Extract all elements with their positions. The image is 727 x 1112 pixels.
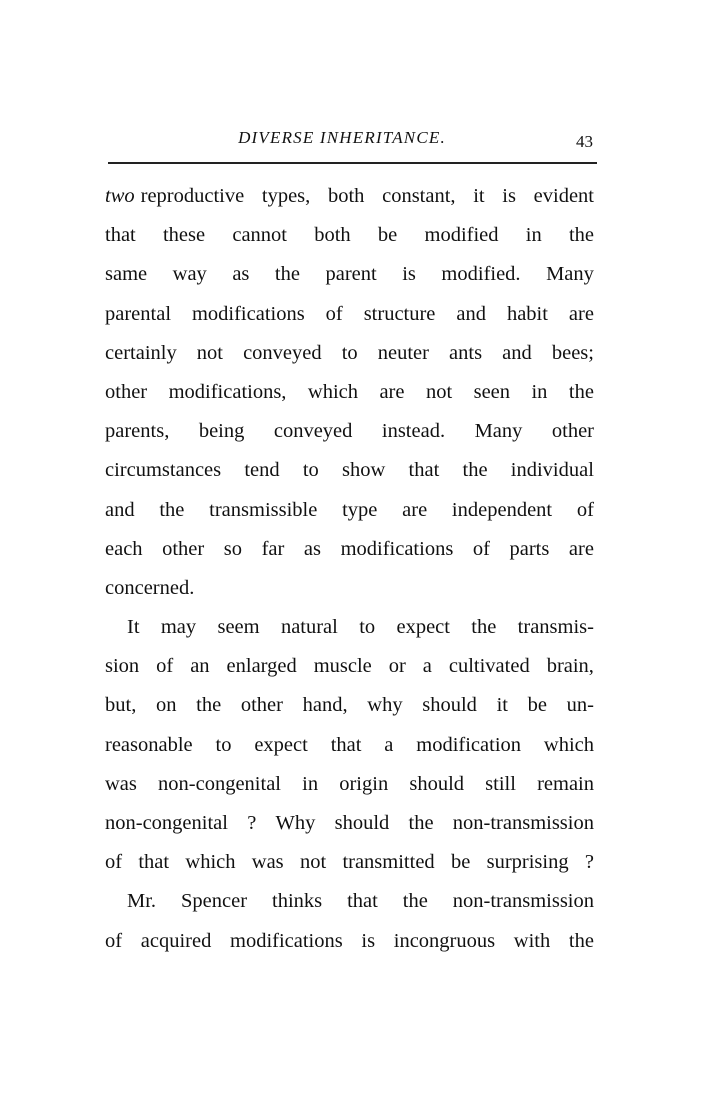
word: enlarged: [226, 655, 297, 678]
word: modification: [416, 733, 522, 756]
word: other: [105, 380, 148, 403]
text-line: [105, 575, 594, 614]
line-text: [105, 575, 594, 614]
word: types,: [261, 185, 311, 207]
word: the: [568, 380, 594, 403]
word: ?: [584, 851, 594, 874]
word: hand,: [302, 694, 348, 717]
word: un-: [566, 694, 594, 717]
word: the: [471, 616, 497, 639]
word: parents,: [105, 420, 170, 443]
word: non-congenital: [105, 812, 228, 834]
word: constant,: [382, 185, 456, 207]
word: be: [377, 224, 398, 247]
word: may: [160, 616, 197, 639]
word: being: [198, 420, 245, 443]
word: the: [462, 459, 488, 482]
word: reproductive: [140, 185, 245, 207]
word: should: [422, 694, 477, 717]
word: independent: [451, 498, 553, 521]
word: tend: [244, 459, 280, 482]
text-line: [105, 497, 594, 536]
running-title: DIVERSE INHERITANCE.: [238, 128, 446, 147]
word: ?: [247, 812, 257, 834]
text-line: [105, 457, 594, 496]
word: that: [347, 890, 378, 913]
line-text: [105, 222, 594, 261]
word: incongruous: [393, 929, 496, 952]
word: brain,: [546, 655, 594, 678]
word: to: [215, 733, 232, 756]
text-line: [105, 888, 594, 927]
word: structure: [363, 302, 436, 325]
word: that: [138, 851, 170, 874]
word: same: [105, 263, 148, 286]
word: parts: [509, 537, 550, 560]
word: to: [359, 616, 376, 639]
word: the: [196, 694, 222, 717]
word: an: [190, 655, 210, 678]
text-line: [105, 301, 594, 340]
word: that: [408, 459, 440, 482]
line-text: [141, 183, 594, 222]
word: not: [196, 341, 223, 364]
word: which: [307, 380, 358, 403]
text-line: [105, 222, 594, 261]
word: remain: [537, 772, 594, 795]
word: individual: [510, 459, 594, 482]
word: Why: [275, 812, 316, 834]
line-text: [105, 261, 594, 300]
word: are: [568, 302, 594, 325]
word: that: [105, 224, 136, 247]
word: should: [334, 812, 390, 834]
word: as: [303, 537, 321, 560]
line-text: [105, 301, 594, 340]
word: concerned.: [105, 576, 195, 599]
word: modifications,: [168, 380, 287, 403]
word: the: [274, 263, 300, 286]
line-text: [105, 379, 594, 418]
line-text: [105, 340, 594, 379]
text-line: [105, 849, 594, 888]
word: of: [105, 929, 123, 952]
word: is: [502, 185, 516, 207]
word: cannot: [232, 224, 287, 247]
word: non-congenital: [158, 772, 281, 795]
word: or: [388, 655, 406, 678]
text-line: [105, 771, 594, 810]
word: evident: [533, 185, 594, 207]
word: type: [342, 498, 378, 521]
text-line: [105, 732, 594, 771]
word: not: [425, 380, 453, 403]
word: neuter: [377, 341, 429, 364]
word: parent: [325, 263, 377, 286]
text-line: [105, 379, 594, 418]
text-line: [105, 928, 594, 967]
line-text: [105, 457, 594, 496]
word: as: [232, 263, 250, 286]
word: the: [568, 929, 594, 952]
page-number: 43: [576, 132, 593, 151]
word: reasonable: [105, 733, 193, 756]
word: of: [156, 655, 174, 678]
word: bees;: [551, 341, 594, 364]
word: why: [367, 694, 403, 717]
word: surprising: [486, 851, 569, 874]
word: both: [327, 185, 365, 207]
word: which: [543, 733, 594, 756]
line-text: [127, 614, 594, 653]
word: it: [496, 694, 508, 717]
word: transmissible: [209, 498, 318, 521]
word: and: [456, 302, 486, 325]
word: are: [379, 380, 405, 403]
text-line: [105, 261, 594, 300]
italic-word: two: [105, 185, 135, 207]
word: was: [251, 851, 284, 874]
word: acquired: [140, 929, 212, 952]
text-line: [105, 418, 594, 457]
word: is: [402, 263, 416, 286]
word: habit: [506, 302, 548, 325]
word: of: [576, 498, 594, 521]
word: to: [302, 459, 319, 482]
word: sion: [105, 655, 140, 678]
word: muscle: [313, 655, 372, 678]
word: and: [502, 341, 532, 364]
word: parental: [105, 302, 172, 325]
word: a: [384, 733, 394, 756]
word: be: [450, 851, 471, 874]
word: a: [422, 655, 432, 678]
line-text: [105, 810, 594, 849]
word: in: [531, 380, 548, 403]
word: in: [525, 224, 542, 247]
word: be: [527, 694, 547, 717]
word: so: [223, 537, 243, 560]
word: conveyed: [243, 341, 322, 364]
word: transmis-: [517, 616, 594, 639]
word: which: [185, 851, 236, 874]
word: the: [402, 890, 428, 913]
word: still: [485, 772, 516, 795]
word: Spencer: [181, 890, 248, 913]
word: not: [299, 851, 327, 874]
word: certainly: [105, 341, 177, 364]
line-text: [105, 771, 594, 810]
word: the: [159, 498, 185, 521]
word: expect: [254, 733, 308, 756]
word: modifications: [191, 302, 305, 325]
word: of: [325, 302, 343, 325]
line-text: [105, 732, 594, 771]
header-rule: [108, 162, 597, 164]
word: It: [127, 616, 140, 639]
word: origin: [339, 772, 389, 795]
line-text: [105, 849, 594, 888]
text-line: [105, 536, 594, 575]
word: ants: [449, 341, 483, 364]
word: other: [551, 420, 594, 443]
word: are: [402, 498, 428, 521]
word: Mr.: [127, 890, 157, 913]
word: circumstances: [105, 459, 222, 482]
word: Many: [474, 420, 523, 443]
word: the: [568, 224, 594, 247]
word: transmitted: [342, 851, 435, 874]
line-text: [105, 536, 594, 575]
text-line: [105, 810, 594, 849]
page-body: [105, 183, 594, 967]
word: and: [105, 498, 135, 521]
line-text: [105, 653, 594, 692]
word: show: [342, 459, 386, 482]
text-line: [105, 653, 594, 692]
word: the: [408, 812, 434, 834]
word: non-transmission: [452, 812, 594, 834]
text-line: [105, 692, 594, 731]
word: is: [361, 929, 376, 952]
text-line: [105, 614, 594, 653]
word: each: [105, 537, 143, 560]
line-text: [105, 692, 594, 731]
word: modifications: [340, 537, 454, 560]
word: way: [172, 263, 207, 286]
word: should: [409, 772, 465, 795]
word: it: [473, 185, 485, 207]
word: that: [330, 733, 362, 756]
word: non-transmission: [452, 890, 594, 913]
word: natural: [280, 616, 338, 639]
word: expect: [396, 616, 450, 639]
word: but,: [105, 694, 137, 717]
word: instead.: [381, 420, 446, 443]
word: modifications: [230, 929, 343, 952]
word: seem: [217, 616, 260, 639]
line-text: [105, 928, 594, 967]
line-text: [127, 888, 594, 927]
word: of: [472, 537, 490, 560]
word: thinks: [272, 890, 323, 913]
word: with: [513, 929, 551, 952]
word: to: [341, 341, 358, 364]
word: on: [155, 694, 177, 717]
word: of: [105, 851, 123, 874]
line-text: [105, 497, 594, 536]
word: these: [162, 224, 206, 247]
text-line: [105, 340, 594, 379]
line-text: [105, 418, 594, 457]
text-line: [105, 183, 594, 222]
word: was: [105, 772, 137, 795]
word: far: [261, 537, 285, 560]
word: modified.: [441, 263, 521, 286]
word: are: [568, 537, 594, 560]
word: in: [302, 772, 319, 795]
word: other: [162, 537, 205, 560]
word: modified: [424, 224, 499, 247]
word: other: [240, 694, 283, 717]
word: cultivated: [448, 655, 530, 678]
word: conveyed: [273, 420, 353, 443]
word: Many: [546, 263, 594, 286]
word: seen: [473, 380, 511, 403]
word: both: [314, 224, 351, 247]
